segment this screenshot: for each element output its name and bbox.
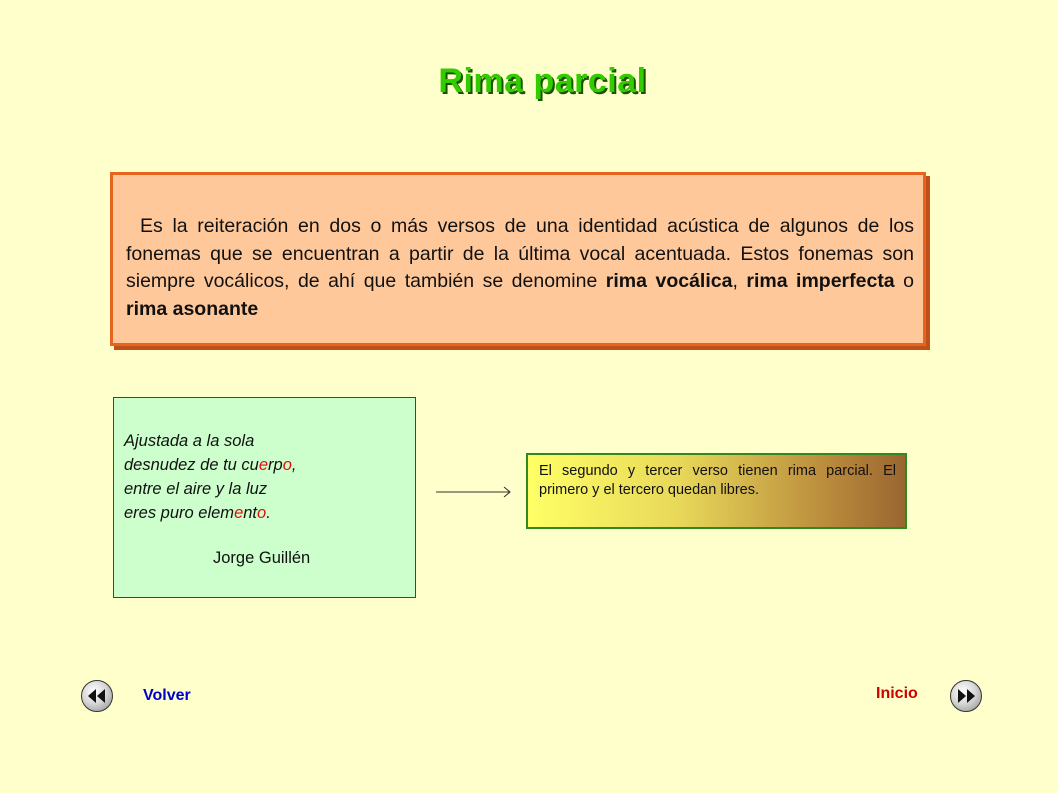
rhyme-vowel: o: [282, 456, 292, 474]
poem-box: [113, 397, 416, 598]
back-link[interactable]: Volver: [143, 687, 191, 704]
definition-separator-2: o: [894, 270, 915, 292]
explanation-box: [526, 453, 907, 529]
rewind-icon: [82, 681, 112, 711]
fast-forward-icon: [951, 681, 981, 711]
definition-box: [110, 172, 926, 346]
term-rima-asonante: rima asonante: [126, 297, 259, 320]
arrow-right-icon: [434, 484, 514, 500]
poem-line-3: entre el aire y la luz: [124, 480, 268, 498]
definition-text: [126, 213, 914, 323]
poem-line-1: Ajustada a la sola: [124, 432, 255, 450]
explanation-text: El segundo y tercer verso tienen rima parcial. El primero y el tercero quedan libres.: [539, 463, 896, 498]
home-link[interactable]: Inicio: [876, 685, 918, 702]
poem-verses: [124, 429, 297, 525]
back-button[interactable]: [81, 680, 113, 712]
definition-separator-1: ,: [732, 270, 747, 292]
term-rima-vocalica: rima vocálica: [605, 270, 733, 292]
term-rima-imperfecta: rima imperfecta: [746, 270, 895, 292]
poem-line-4-part: eres puro elem: [124, 504, 235, 522]
poem-author: Jorge Guillén: [213, 549, 311, 567]
page-title: Rima parcial: [438, 62, 647, 100]
definition-intro: Es la reiteración en dos o más versos de una identidad acústica de algunos de los fonemas que se encuentran a partir de la última vocal acentuada. Estos fonemas son siempre vocálicos, de ahí que también se denomine: [126, 215, 914, 292]
poem-line-4-punct: .: [266, 504, 271, 522]
rhyme-vowel: e: [234, 504, 244, 522]
poem-line-2-punct: ,: [291, 456, 297, 474]
rhyme-vowel: o: [257, 504, 267, 522]
poem-line-4: [124, 501, 297, 525]
poem-line-2: [124, 453, 297, 477]
poem-line-2-part: desnudez de tu cu: [124, 456, 259, 474]
rhyme-vowel: e: [258, 456, 269, 474]
poem-line-2-part: rp: [268, 456, 283, 474]
poem-line-4-part: nt: [243, 504, 258, 522]
forward-button[interactable]: [950, 680, 982, 712]
